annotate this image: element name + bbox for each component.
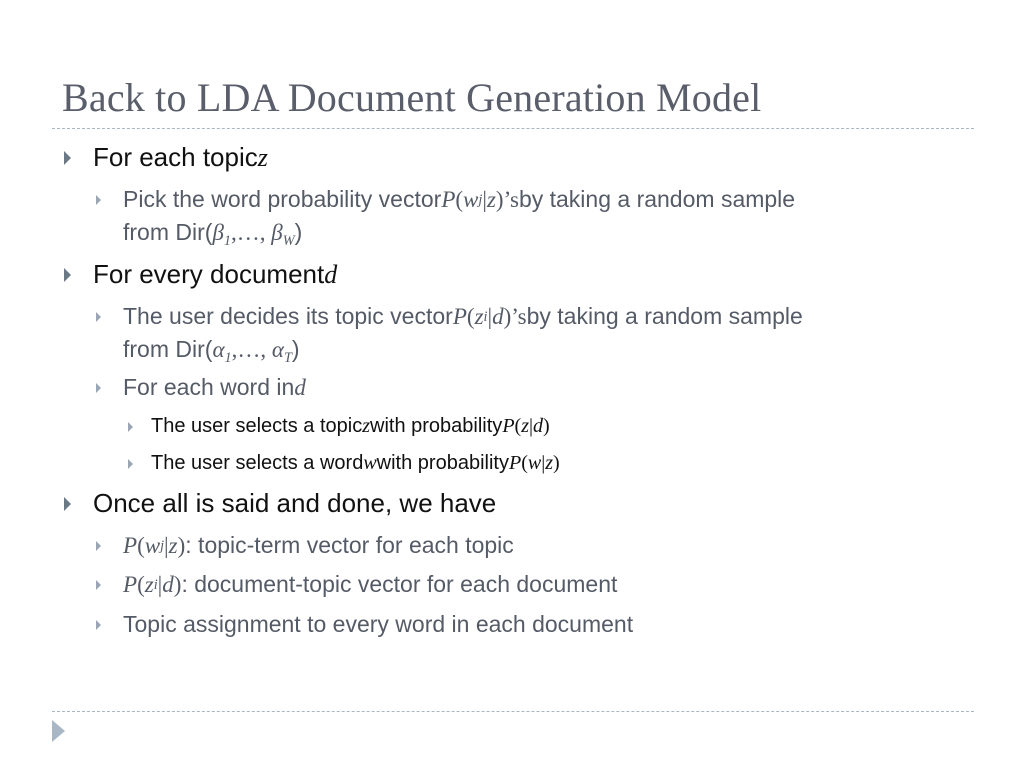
math-var: w (144, 532, 161, 558)
bullet-selects-topic (128, 415, 550, 438)
math-paren: ( (137, 571, 145, 597)
math-paren: ) (553, 452, 560, 474)
bullet-text: : topic-term vector for each topic (185, 532, 514, 558)
bullet-text: For every document (93, 259, 325, 289)
math-bar: | (482, 186, 487, 212)
math-subscript: W (282, 232, 295, 249)
bullet-selects-word (128, 452, 560, 475)
bullet-triangle-icon (96, 195, 101, 205)
math-paren: ) (495, 186, 504, 212)
math-var: d (492, 303, 504, 329)
math-suffix: ’s (511, 303, 527, 329)
bullet-text: For each word in (123, 374, 295, 400)
bullet-triangle-icon (64, 151, 71, 165)
next-slide-icon[interactable] (52, 720, 65, 742)
math-var: w (527, 452, 542, 474)
math-subscript: 1 (224, 349, 232, 366)
bullet-triangle-icon (128, 459, 133, 469)
math-fn: P (123, 571, 138, 597)
math-var: z (521, 415, 529, 437)
math-bar: | (157, 571, 163, 597)
math-fn: P (452, 303, 467, 329)
math-var: z (362, 415, 371, 437)
math-var: d (533, 415, 544, 437)
bullet-text: Pick the word probability vector (123, 186, 442, 212)
math-paren: ( (466, 303, 475, 329)
bullet-text: For each topic (93, 142, 258, 172)
math-var: z (168, 532, 178, 558)
math-greek: α (212, 337, 225, 362)
math-paren: ) (291, 336, 300, 362)
math-paren: ) (294, 219, 303, 245)
math-greek: α (271, 337, 284, 362)
bullet-for-every-document (64, 259, 337, 290)
math-var: d (162, 571, 174, 597)
math-bar: | (487, 303, 493, 329)
bullet-text: Once all is said and done, we have (93, 488, 497, 518)
bullet-continuation (123, 219, 303, 249)
footer-divider (52, 711, 974, 712)
bullet-once-all-is-said (64, 488, 496, 519)
math-paren: ) (543, 415, 550, 437)
bullet-triangle-icon (96, 620, 101, 630)
bullet-text: with probability (370, 415, 503, 437)
math-paren: ) (173, 571, 182, 597)
math-fn: P (123, 532, 138, 558)
bullet-triangle-icon (96, 383, 101, 393)
bullet-pick-word-probability: Pick the word probability vector P ( w j | z ) ’s by taking a random sample (96, 186, 795, 213)
title-divider (52, 128, 974, 129)
bullet-decides-topic-vector: The user decides its topic vector P ( z i | d ) ’s by taking a random sample (96, 303, 803, 330)
math-bar: | (541, 452, 546, 474)
math-var: z (545, 452, 554, 474)
bullet-continuation (123, 336, 300, 366)
math-bar: | (529, 415, 534, 437)
bullet-triangle-icon (128, 422, 133, 432)
bullet-text: The user decides its topic vector (123, 303, 453, 329)
bullet-triangle-icon (96, 580, 101, 590)
math-var: d (324, 259, 338, 289)
math-var: z (257, 142, 268, 172)
math-var: z (474, 303, 484, 329)
bullet-text: Topic assignment to every word in each document (123, 611, 634, 637)
bullet-topic-assignment (96, 611, 633, 638)
math-dots: ,…, (231, 220, 272, 245)
bullet-text: : document-topic vector for each document (181, 571, 618, 597)
bullet-triangle-icon (96, 541, 101, 551)
bullet-text: The user selects a topic (151, 415, 363, 437)
math-dots: ,…, (231, 337, 272, 362)
bullet-triangle-icon (96, 312, 101, 322)
bullet-text: from Dir( (123, 219, 213, 245)
math-var: w (463, 186, 479, 212)
bullet-text: with probability (376, 452, 509, 474)
bullet-topic-term-vector: P ( w j | z ) : topic-term vector for each topic (96, 532, 514, 559)
math-paren: ) (177, 532, 186, 558)
math-paren: ) (503, 303, 512, 329)
math-fn: P (508, 452, 522, 474)
math-var: z (486, 186, 496, 212)
math-subscript: T (283, 349, 292, 366)
bullet-text: The user selects a word (151, 452, 364, 474)
bullet-triangle-icon (64, 268, 71, 282)
bullet-for-each-word (96, 374, 306, 401)
bullet-triangle-icon (64, 497, 71, 511)
math-paren: ( (521, 452, 528, 474)
bullet-text: from Dir( (123, 336, 213, 362)
math-paren: ( (455, 186, 464, 212)
math-fn: P (502, 415, 515, 437)
math-var: z (144, 571, 154, 597)
slide-title: Back to LDA Document Generation Model (62, 75, 762, 120)
math-paren: ( (514, 415, 522, 437)
bullet-document-topic-vector: P ( z i | d ) : document-topic vector for each document (96, 571, 617, 598)
math-greek: β (271, 220, 283, 245)
math-subscript: 1 (223, 232, 232, 249)
bullet-for-each-topic (64, 142, 268, 173)
math-paren: ( (137, 532, 145, 558)
math-suffix: ’s (503, 186, 519, 212)
bullet-text: by taking a random sample (526, 303, 803, 329)
math-var: w (363, 452, 377, 474)
bullet-text: by taking a random sample (518, 186, 796, 212)
math-greek: β (212, 220, 224, 245)
math-var: d (294, 374, 306, 400)
math-bar: | (164, 532, 169, 558)
math-fn: P (441, 186, 456, 212)
